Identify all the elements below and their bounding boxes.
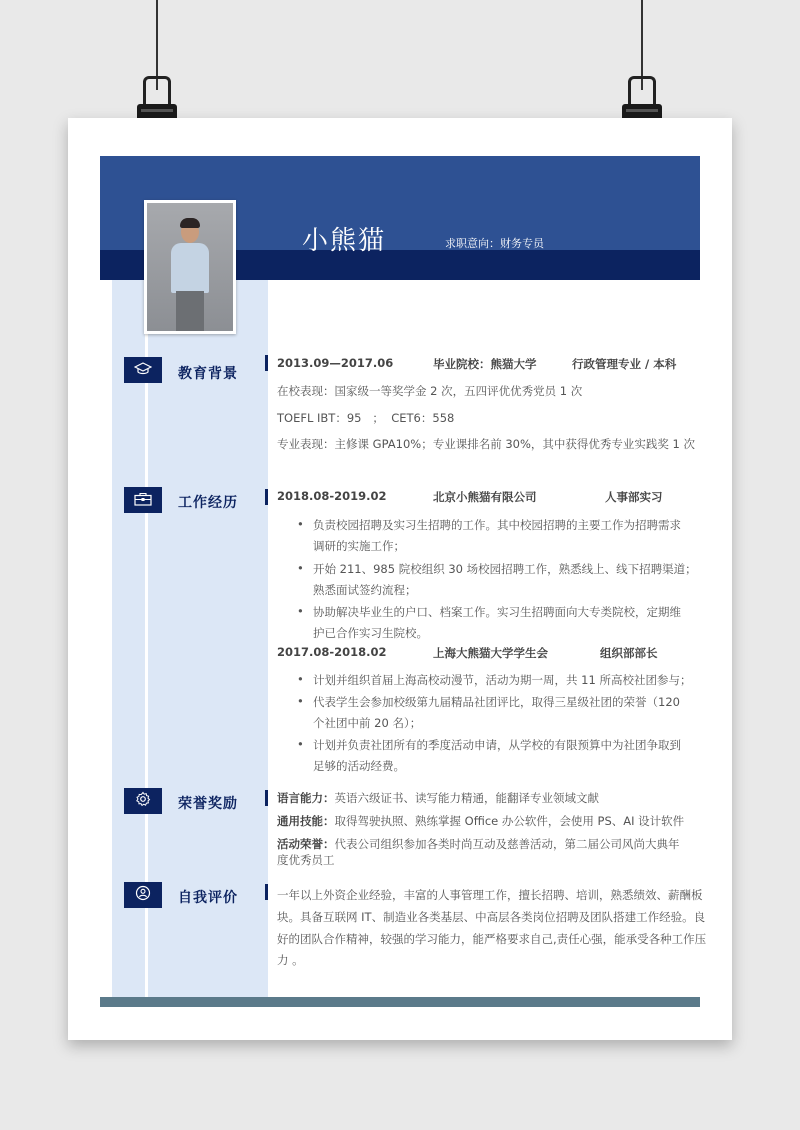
job-role: 组织部部长 [600, 646, 658, 660]
binder-clip-right [620, 0, 664, 136]
self-line: 块。具备互联网 IT、制造业各类基层、中高层各类岗位招聘及团队搭建工作经验。良 [277, 910, 706, 924]
job-bullet: 开始 211、985 院校组织 30 场校园招聘工作，熟悉线上、线下招聘渠道； [313, 562, 697, 576]
briefcase-icon [134, 491, 152, 510]
bullet-dot: • [297, 561, 304, 575]
job-bullet: 负责校园招聘及实习生招聘的工作。其中校园招聘的主要工作为招聘需求 [313, 518, 681, 532]
job-intent: 求职意向：财务专员 [445, 237, 544, 250]
footer-bar [100, 997, 700, 1007]
gear-icon [135, 791, 151, 811]
section-marker [265, 884, 268, 900]
bullet-dot: • [297, 672, 304, 686]
section-title-education: 教育背景 [178, 366, 238, 382]
job-bullet: 代表学生会参加校级第九届精品社团评比，取得三星级社团的荣誉（120 [313, 695, 680, 709]
self-line: 一年以上外资企业经验，丰富的人事管理工作，擅长招聘、培训，熟悉绩效、薪酬板 [277, 888, 703, 902]
resume-paper [68, 118, 732, 1040]
job-bullet: 协助解决毕业生的户口、档案工作。实习生招聘面向大专类院校，定期维 [313, 605, 681, 619]
education-period: 2013.09—2017.06 [277, 356, 394, 370]
job-bullet-cont: 熟悉面试签约流程； [313, 583, 417, 597]
graduation-cap-icon [134, 361, 152, 380]
candidate-name: 小熊猫 [302, 226, 387, 256]
education-line: 专业表现：主修课 GPA10%；专业课排名前 30%，其中获得优秀专业实践奖 1 次 [277, 437, 696, 451]
section-title-self: 自我评价 [178, 890, 238, 906]
user-icon [135, 885, 151, 905]
section-marker [265, 355, 268, 371]
phone-icon [403, 289, 417, 303]
contact-phone: +86 123 456 7890 [403, 286, 537, 306]
self-icon-tag [124, 882, 162, 908]
section-title-work: 工作经历 [178, 495, 238, 511]
job-org: 上海大熊猫大学学生会 [433, 646, 548, 660]
education-school: 毕业院校：熊猫大学 [433, 357, 537, 371]
job-bullet: 计划并组织首届上海高校动漫节，活动为期一周，共 11 所高校社团参与； [313, 673, 692, 687]
contact-birthday: 1996.05.01 [302, 286, 394, 306]
section-marker [265, 790, 268, 806]
education-line: 在校表现：国家级一等奖学金 2 次，五四评优优秀党员 1 次 [277, 384, 583, 398]
bullet-dot: • [297, 604, 304, 618]
job-org: 北京小熊猫有限公司 [433, 490, 537, 504]
section-title-awards: 荣誉奖励 [178, 796, 238, 812]
work-icon-tag [124, 487, 162, 513]
job-period: 2017.08-2018.02 [277, 645, 387, 659]
award-item: 通用技能：取得驾驶执照、熟练掌握 Office 办公软件，会使用 PS、AI 设计软件 [277, 814, 685, 828]
self-line: 好的团队合作精神，较强的学习能力，能严格要求自己,责任心强，能承受各种工作压 [277, 932, 707, 946]
bullet-dot: • [297, 517, 304, 531]
award-item: 语言能力：英语六级证书、读写能力精通，能翻译专业领域文献 [277, 791, 599, 805]
job-role: 人事部实习 [605, 490, 663, 504]
education-line: TOEFL IBT：95 ； CET6：558 [277, 411, 455, 425]
award-item-cont: 度优秀员工 [277, 853, 335, 867]
job-period: 2018.08-2019.02 [277, 489, 387, 503]
binder-clip-left [135, 0, 179, 136]
job-bullet-cont: 护已合作实习生院校。 [313, 626, 428, 640]
job-bullet-cont: 个社团中前 20 名）； [313, 716, 422, 730]
section-marker [265, 489, 268, 505]
profile-photo [144, 200, 236, 334]
clock-icon [302, 289, 316, 303]
job-bullet-cont: 足够的活动经费。 [313, 759, 405, 773]
self-line: 力 。 [277, 953, 304, 967]
education-icon-tag [124, 357, 162, 383]
bullet-dot: • [297, 737, 304, 751]
education-major: 行政管理专业 / 本科 [572, 357, 677, 371]
job-bullet-cont: 调研的实施工作； [313, 539, 405, 553]
mail-icon [551, 289, 565, 303]
contact-email: info@tukuppt.com [551, 286, 683, 306]
awards-icon-tag [124, 788, 162, 814]
bullet-dot: • [297, 694, 304, 708]
job-bullet: 计划并负责社团所有的季度活动申请，从学校的有限预算中为社团争取到 [313, 738, 681, 752]
award-item: 活动荣誉：代表公司组织参加各类时尚互动及慈善活动，第二届公司风尚大典年 [277, 837, 680, 851]
